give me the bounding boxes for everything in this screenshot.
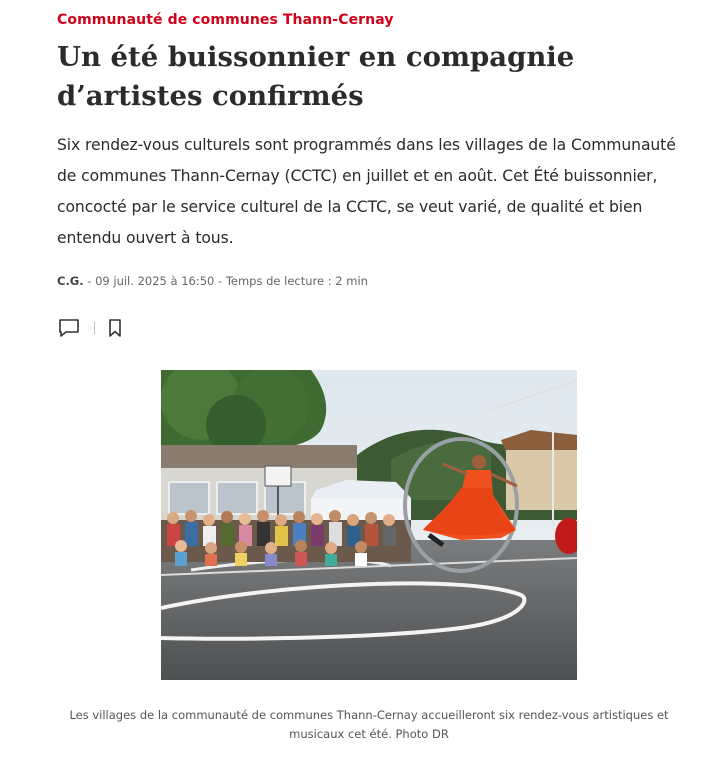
meta-separator: - (83, 274, 96, 288)
photo-illustration (161, 370, 577, 680)
bookmark-icon (107, 318, 123, 338)
bookmark-button[interactable] (107, 318, 123, 338)
article-lead: Six rendez-vous culturels sont programmés dans les villages de la Communauté de communes Thann-Cernay (CCTC) en juillet et en août. Cet Été buissonnier, concocté par le service culturel de la CCTC, se veut varié, de qualité et bien entendu ouvert à tous. (57, 136, 676, 247)
comment-icon (58, 318, 80, 338)
article-meta (57, 274, 368, 288)
comment-button[interactable] (58, 318, 80, 338)
photo-caption: Les villages de la communauté de communes Thann-Cernay accueilleront six rendez-vous artistiques et musicaux cet été. Photo DR (69, 708, 669, 741)
actions-divider (94, 322, 95, 334)
article-actions (58, 316, 123, 340)
article-photo[interactable] (161, 370, 577, 680)
article-kicker[interactable]: Communauté de communes Thann-Cernay (57, 12, 394, 28)
article-date: 09 juil. 2025 à 16:50 (95, 274, 215, 288)
article-title: Un été buissonnier en compagnie d’artistes confirmés (57, 41, 575, 112)
meta-separator: - (214, 274, 226, 288)
reading-time: Temps de lecture : 2 min (225, 274, 368, 288)
article-author[interactable]: C.G. (57, 274, 84, 288)
